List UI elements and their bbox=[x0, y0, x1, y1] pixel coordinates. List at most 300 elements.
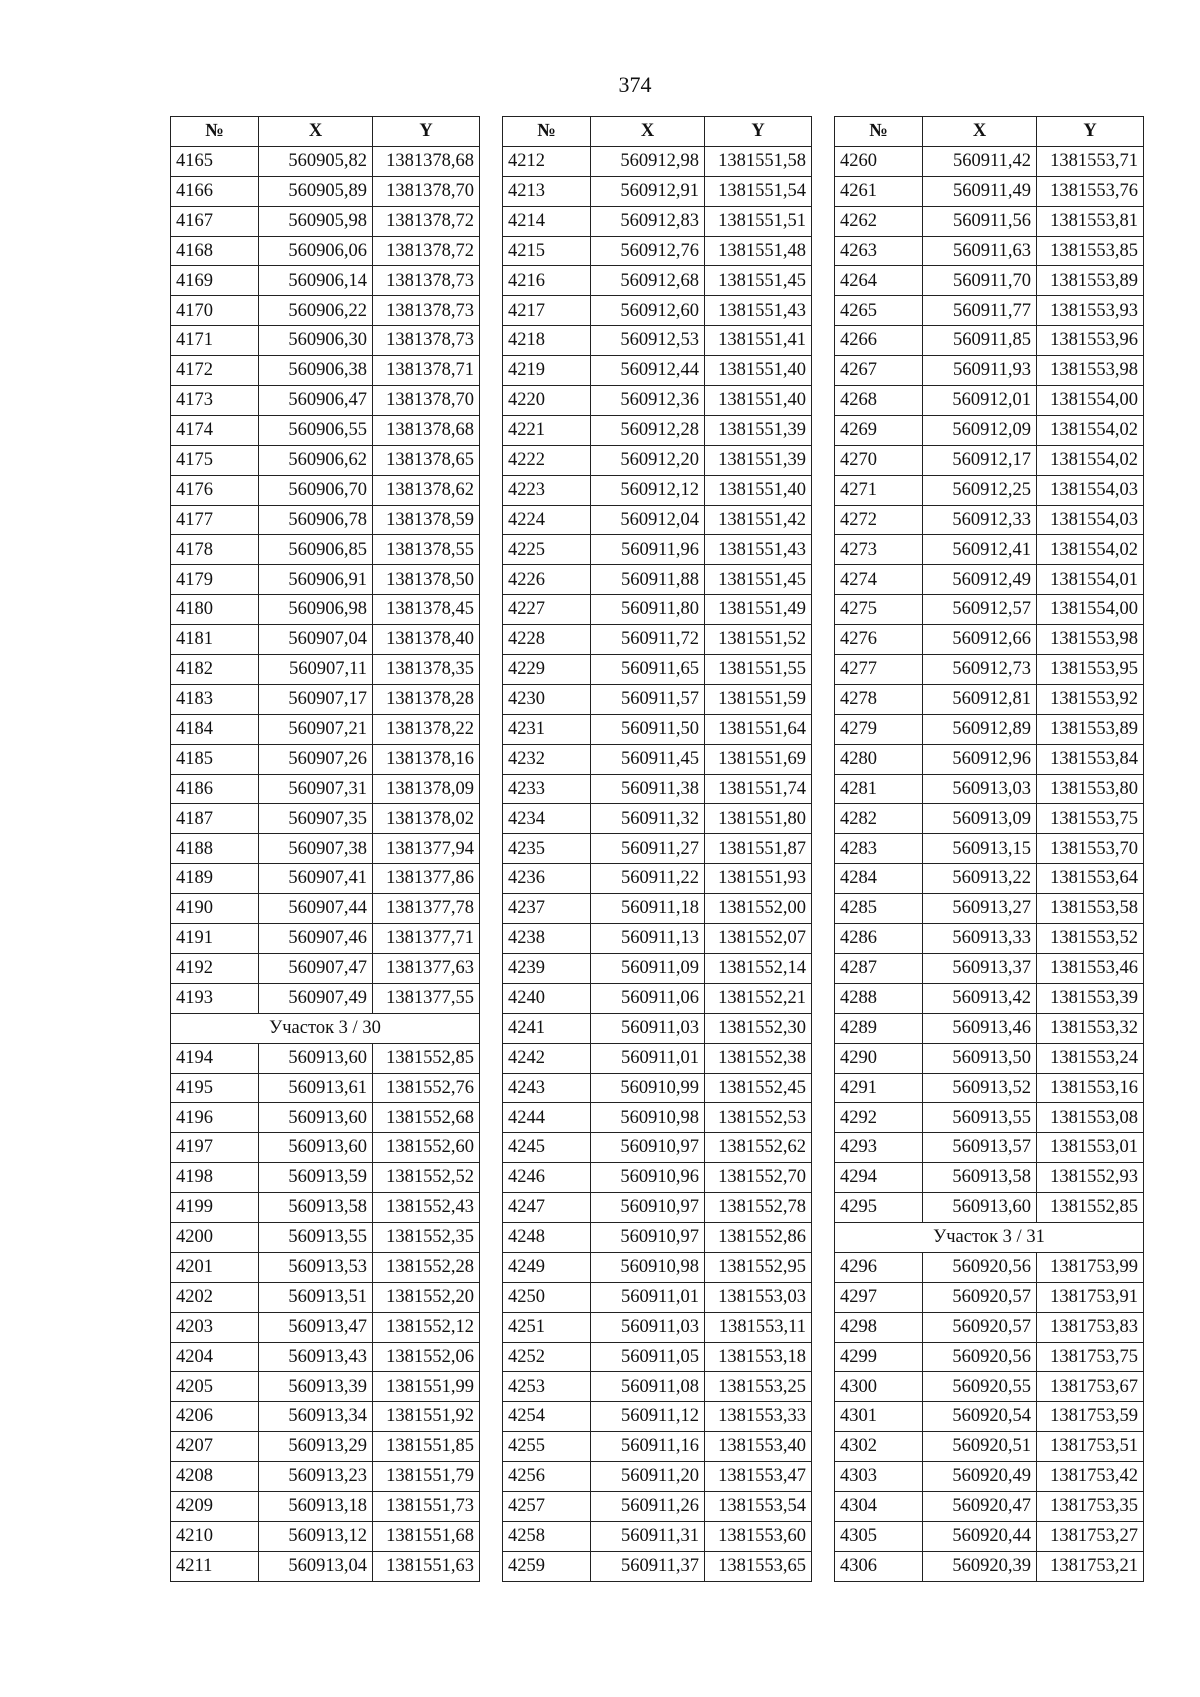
point-number-cell: 4264 bbox=[835, 266, 923, 296]
x-coordinate-cell: 560907,26 bbox=[259, 744, 373, 774]
y-coordinate-cell: 1381553,89 bbox=[1037, 266, 1144, 296]
y-coordinate-cell: 1381378,02 bbox=[373, 804, 480, 834]
x-coordinate-cell: 560911,03 bbox=[591, 1312, 705, 1342]
x-coordinate-cell: 560912,49 bbox=[923, 565, 1037, 595]
point-number-cell: 4194 bbox=[171, 1043, 259, 1073]
point-number-cell: 4278 bbox=[835, 684, 923, 714]
x-coordinate-cell: 560912,33 bbox=[923, 505, 1037, 535]
x-coordinate-cell: 560912,53 bbox=[591, 326, 705, 356]
column-header-x: X bbox=[259, 117, 373, 147]
point-number-cell: 4175 bbox=[171, 445, 259, 475]
table-row bbox=[835, 1043, 1144, 1073]
x-coordinate-cell: 560912,28 bbox=[591, 415, 705, 445]
y-coordinate-cell: 1381378,09 bbox=[373, 774, 480, 804]
table-row bbox=[503, 1073, 812, 1103]
y-coordinate-cell: 1381553,98 bbox=[1037, 625, 1144, 655]
x-coordinate-cell: 560913,51 bbox=[259, 1282, 373, 1312]
x-coordinate-cell: 560912,91 bbox=[591, 176, 705, 206]
x-coordinate-cell: 560912,44 bbox=[591, 356, 705, 386]
table-row bbox=[503, 1163, 812, 1193]
table-row bbox=[835, 1163, 1144, 1193]
y-coordinate-cell: 1381552,93 bbox=[1037, 1163, 1144, 1193]
x-coordinate-cell: 560911,16 bbox=[591, 1432, 705, 1462]
table-row bbox=[835, 505, 1144, 535]
x-coordinate-cell: 560912,83 bbox=[591, 206, 705, 236]
y-coordinate-cell: 1381753,51 bbox=[1037, 1432, 1144, 1462]
point-number-cell: 4197 bbox=[171, 1133, 259, 1163]
x-coordinate-cell: 560911,63 bbox=[923, 236, 1037, 266]
x-coordinate-cell: 560912,81 bbox=[923, 684, 1037, 714]
x-coordinate-cell: 560907,31 bbox=[259, 774, 373, 804]
x-coordinate-cell: 560910,97 bbox=[591, 1133, 705, 1163]
point-number-cell: 4250 bbox=[503, 1282, 591, 1312]
point-number-cell: 4273 bbox=[835, 535, 923, 565]
section-row bbox=[171, 1013, 480, 1043]
y-coordinate-cell: 1381551,93 bbox=[705, 864, 812, 894]
y-coordinate-cell: 1381552,78 bbox=[705, 1193, 812, 1223]
y-coordinate-cell: 1381551,99 bbox=[373, 1372, 480, 1402]
point-number-cell: 4186 bbox=[171, 774, 259, 804]
y-coordinate-cell: 1381554,00 bbox=[1037, 595, 1144, 625]
x-coordinate-cell: 560906,38 bbox=[259, 356, 373, 386]
point-number-cell: 4210 bbox=[171, 1521, 259, 1551]
x-coordinate-cell: 560913,22 bbox=[923, 864, 1037, 894]
y-coordinate-cell: 1381551,79 bbox=[373, 1462, 480, 1492]
y-coordinate-cell: 1381551,69 bbox=[705, 744, 812, 774]
x-coordinate-cell: 560910,98 bbox=[591, 1103, 705, 1133]
table-row bbox=[503, 266, 812, 296]
table-row bbox=[503, 894, 812, 924]
table-row bbox=[503, 1103, 812, 1133]
y-coordinate-cell: 1381551,49 bbox=[705, 595, 812, 625]
column-header-number: № bbox=[171, 117, 259, 147]
x-coordinate-cell: 560912,41 bbox=[923, 535, 1037, 565]
table-row bbox=[171, 415, 480, 445]
table-row bbox=[503, 1222, 812, 1252]
y-coordinate-cell: 1381552,62 bbox=[705, 1133, 812, 1163]
y-coordinate-cell: 1381553,24 bbox=[1037, 1043, 1144, 1073]
y-coordinate-cell: 1381551,54 bbox=[705, 176, 812, 206]
table-row bbox=[171, 1551, 480, 1581]
x-coordinate-cell: 560920,54 bbox=[923, 1402, 1037, 1432]
y-coordinate-cell: 1381553,33 bbox=[705, 1402, 812, 1432]
point-number-cell: 4178 bbox=[171, 535, 259, 565]
x-coordinate-cell: 560911,93 bbox=[923, 356, 1037, 386]
point-number-cell: 4262 bbox=[835, 206, 923, 236]
y-coordinate-cell: 1381551,39 bbox=[705, 445, 812, 475]
point-number-cell: 4201 bbox=[171, 1252, 259, 1282]
table-row bbox=[503, 1342, 812, 1372]
point-number-cell: 4254 bbox=[503, 1402, 591, 1432]
table-row bbox=[835, 1282, 1144, 1312]
x-coordinate-cell: 560913,58 bbox=[259, 1193, 373, 1223]
point-number-cell: 4301 bbox=[835, 1402, 923, 1432]
table-row bbox=[835, 1462, 1144, 1492]
x-coordinate-cell: 560913,33 bbox=[923, 924, 1037, 954]
table-row bbox=[503, 386, 812, 416]
table-row bbox=[835, 655, 1144, 685]
y-coordinate-cell: 1381378,45 bbox=[373, 595, 480, 625]
table-row bbox=[171, 1372, 480, 1402]
y-coordinate-cell: 1381378,70 bbox=[373, 386, 480, 416]
y-coordinate-cell: 1381553,54 bbox=[705, 1491, 812, 1521]
x-coordinate-cell: 560920,57 bbox=[923, 1282, 1037, 1312]
x-coordinate-cell: 560911,06 bbox=[591, 983, 705, 1013]
y-coordinate-cell: 1381552,86 bbox=[705, 1222, 812, 1252]
x-coordinate-cell: 560913,47 bbox=[259, 1312, 373, 1342]
coordinate-table-2 bbox=[502, 116, 812, 1582]
point-number-cell: 4188 bbox=[171, 834, 259, 864]
table-row bbox=[835, 176, 1144, 206]
y-coordinate-cell: 1381753,83 bbox=[1037, 1312, 1144, 1342]
point-number-cell: 4247 bbox=[503, 1193, 591, 1223]
x-coordinate-cell: 560911,12 bbox=[591, 1402, 705, 1432]
point-number-cell: 4211 bbox=[171, 1551, 259, 1581]
table-row bbox=[835, 1193, 1144, 1223]
table-row bbox=[171, 535, 480, 565]
y-coordinate-cell: 1381552,07 bbox=[705, 924, 812, 954]
point-number-cell: 4249 bbox=[503, 1252, 591, 1282]
y-coordinate-cell: 1381753,27 bbox=[1037, 1521, 1144, 1551]
x-coordinate-cell: 560907,44 bbox=[259, 894, 373, 924]
column-header-y: Y bbox=[705, 117, 812, 147]
point-number-cell: 4191 bbox=[171, 924, 259, 954]
table-row bbox=[503, 983, 812, 1013]
y-coordinate-cell: 1381554,02 bbox=[1037, 535, 1144, 565]
column-header-x: X bbox=[923, 117, 1037, 147]
x-coordinate-cell: 560913,57 bbox=[923, 1133, 1037, 1163]
table-row bbox=[503, 176, 812, 206]
point-number-cell: 4202 bbox=[171, 1282, 259, 1312]
x-coordinate-cell: 560912,04 bbox=[591, 505, 705, 535]
point-number-cell: 4229 bbox=[503, 655, 591, 685]
table-row bbox=[835, 1133, 1144, 1163]
point-number-cell: 4227 bbox=[503, 595, 591, 625]
point-number-cell: 4248 bbox=[503, 1222, 591, 1252]
y-coordinate-cell: 1381378,72 bbox=[373, 236, 480, 266]
y-coordinate-cell: 1381378,73 bbox=[373, 266, 480, 296]
y-coordinate-cell: 1381553,92 bbox=[1037, 684, 1144, 714]
table-row bbox=[171, 445, 480, 475]
table-row bbox=[835, 1342, 1144, 1372]
point-number-cell: 4298 bbox=[835, 1312, 923, 1342]
table-row bbox=[171, 684, 480, 714]
point-number-cell: 4172 bbox=[171, 356, 259, 386]
point-number-cell: 4235 bbox=[503, 834, 591, 864]
y-coordinate-cell: 1381377,94 bbox=[373, 834, 480, 864]
x-coordinate-cell: 560912,57 bbox=[923, 595, 1037, 625]
point-number-cell: 4263 bbox=[835, 236, 923, 266]
point-number-cell: 4184 bbox=[171, 714, 259, 744]
x-coordinate-cell: 560907,49 bbox=[259, 983, 373, 1013]
point-number-cell: 4302 bbox=[835, 1432, 923, 1462]
point-number-cell: 4304 bbox=[835, 1491, 923, 1521]
point-number-cell: 4239 bbox=[503, 953, 591, 983]
point-number-cell: 4282 bbox=[835, 804, 923, 834]
table-row bbox=[171, 1043, 480, 1073]
y-coordinate-cell: 1381753,75 bbox=[1037, 1342, 1144, 1372]
y-coordinate-cell: 1381553,75 bbox=[1037, 804, 1144, 834]
y-coordinate-cell: 1381551,55 bbox=[705, 655, 812, 685]
y-coordinate-cell: 1381553,46 bbox=[1037, 953, 1144, 983]
y-coordinate-cell: 1381378,55 bbox=[373, 535, 480, 565]
point-number-cell: 4198 bbox=[171, 1163, 259, 1193]
table-row bbox=[171, 625, 480, 655]
point-number-cell: 4242 bbox=[503, 1043, 591, 1073]
y-coordinate-cell: 1381378,73 bbox=[373, 296, 480, 326]
column-header-number: № bbox=[503, 117, 591, 147]
y-coordinate-cell: 1381551,85 bbox=[373, 1432, 480, 1462]
x-coordinate-cell: 560911,05 bbox=[591, 1342, 705, 1372]
point-number-cell: 4216 bbox=[503, 266, 591, 296]
table-row bbox=[835, 714, 1144, 744]
table-row bbox=[503, 1551, 812, 1581]
x-coordinate-cell: 560911,65 bbox=[591, 655, 705, 685]
x-coordinate-cell: 560911,20 bbox=[591, 1462, 705, 1492]
point-number-cell: 4182 bbox=[171, 655, 259, 685]
point-number-cell: 4232 bbox=[503, 744, 591, 774]
x-coordinate-cell: 560913,60 bbox=[259, 1103, 373, 1133]
table-row bbox=[171, 236, 480, 266]
x-coordinate-cell: 560913,03 bbox=[923, 774, 1037, 804]
table-row bbox=[171, 1402, 480, 1432]
y-coordinate-cell: 1381551,40 bbox=[705, 475, 812, 505]
table-row bbox=[503, 1013, 812, 1043]
coordinate-table-1 bbox=[170, 116, 480, 1582]
table-row bbox=[835, 1312, 1144, 1342]
x-coordinate-cell: 560906,70 bbox=[259, 475, 373, 505]
section-label: Участок 3 / 31 bbox=[835, 1222, 1144, 1252]
y-coordinate-cell: 1381553,60 bbox=[705, 1521, 812, 1551]
table-row bbox=[503, 1402, 812, 1432]
x-coordinate-cell: 560911,01 bbox=[591, 1282, 705, 1312]
y-coordinate-cell: 1381551,64 bbox=[705, 714, 812, 744]
table-row bbox=[503, 655, 812, 685]
point-number-cell: 4300 bbox=[835, 1372, 923, 1402]
point-number-cell: 4253 bbox=[503, 1372, 591, 1402]
table-row bbox=[171, 326, 480, 356]
y-coordinate-cell: 1381552,06 bbox=[373, 1342, 480, 1372]
table-row bbox=[171, 804, 480, 834]
column-header-y: Y bbox=[373, 117, 480, 147]
y-coordinate-cell: 1381553,95 bbox=[1037, 655, 1144, 685]
table-row bbox=[503, 1252, 812, 1282]
x-coordinate-cell: 560913,55 bbox=[923, 1103, 1037, 1133]
point-number-cell: 4174 bbox=[171, 415, 259, 445]
y-coordinate-cell: 1381378,50 bbox=[373, 565, 480, 595]
table-row bbox=[171, 1282, 480, 1312]
y-coordinate-cell: 1381551,40 bbox=[705, 386, 812, 416]
table-row bbox=[503, 1521, 812, 1551]
table-row bbox=[503, 415, 812, 445]
y-coordinate-cell: 1381553,40 bbox=[705, 1432, 812, 1462]
table-row bbox=[171, 176, 480, 206]
x-coordinate-cell: 560913,27 bbox=[923, 894, 1037, 924]
x-coordinate-cell: 560905,98 bbox=[259, 206, 373, 236]
table-row bbox=[171, 266, 480, 296]
point-number-cell: 4209 bbox=[171, 1491, 259, 1521]
y-coordinate-cell: 1381551,63 bbox=[373, 1551, 480, 1581]
point-number-cell: 4306 bbox=[835, 1551, 923, 1581]
y-coordinate-cell: 1381551,59 bbox=[705, 684, 812, 714]
y-coordinate-cell: 1381551,43 bbox=[705, 296, 812, 326]
x-coordinate-cell: 560906,14 bbox=[259, 266, 373, 296]
point-number-cell: 4246 bbox=[503, 1163, 591, 1193]
table-row bbox=[503, 356, 812, 386]
point-number-cell: 4290 bbox=[835, 1043, 923, 1073]
table-row bbox=[835, 774, 1144, 804]
y-coordinate-cell: 1381553,18 bbox=[705, 1342, 812, 1372]
x-coordinate-cell: 560911,38 bbox=[591, 774, 705, 804]
y-coordinate-cell: 1381553,96 bbox=[1037, 326, 1144, 356]
point-number-cell: 4179 bbox=[171, 565, 259, 595]
page-number: 374 bbox=[618, 72, 652, 97]
point-number-cell: 4173 bbox=[171, 386, 259, 416]
x-coordinate-cell: 560911,08 bbox=[591, 1372, 705, 1402]
y-coordinate-cell: 1381552,53 bbox=[705, 1103, 812, 1133]
point-number-cell: 4297 bbox=[835, 1282, 923, 1312]
table-row bbox=[171, 386, 480, 416]
table-row bbox=[503, 804, 812, 834]
y-coordinate-cell: 1381552,30 bbox=[705, 1013, 812, 1043]
y-coordinate-cell: 1381378,71 bbox=[373, 356, 480, 386]
table-row bbox=[835, 236, 1144, 266]
point-number-cell: 4268 bbox=[835, 386, 923, 416]
point-number-cell: 4169 bbox=[171, 266, 259, 296]
table-row bbox=[171, 1312, 480, 1342]
table-row bbox=[171, 924, 480, 954]
x-coordinate-cell: 560920,56 bbox=[923, 1342, 1037, 1372]
table-row bbox=[503, 684, 812, 714]
point-number-cell: 4292 bbox=[835, 1103, 923, 1133]
point-number-cell: 4215 bbox=[503, 236, 591, 266]
y-coordinate-cell: 1381553,89 bbox=[1037, 714, 1144, 744]
point-number-cell: 4203 bbox=[171, 1312, 259, 1342]
table-row bbox=[171, 1193, 480, 1223]
point-number-cell: 4287 bbox=[835, 953, 923, 983]
table-row bbox=[835, 1372, 1144, 1402]
table-row bbox=[835, 1252, 1144, 1282]
x-coordinate-cell: 560911,42 bbox=[923, 146, 1037, 176]
point-number-cell: 4277 bbox=[835, 655, 923, 685]
x-coordinate-cell: 560911,57 bbox=[591, 684, 705, 714]
y-coordinate-cell: 1381378,59 bbox=[373, 505, 480, 535]
y-coordinate-cell: 1381377,78 bbox=[373, 894, 480, 924]
table-row bbox=[171, 1222, 480, 1252]
x-coordinate-cell: 560905,82 bbox=[259, 146, 373, 176]
y-coordinate-cell: 1381553,47 bbox=[705, 1462, 812, 1492]
x-coordinate-cell: 560911,96 bbox=[591, 535, 705, 565]
y-coordinate-cell: 1381551,87 bbox=[705, 834, 812, 864]
y-coordinate-cell: 1381554,00 bbox=[1037, 386, 1144, 416]
x-coordinate-cell: 560920,51 bbox=[923, 1432, 1037, 1462]
point-number-cell: 4228 bbox=[503, 625, 591, 655]
x-coordinate-cell: 560907,47 bbox=[259, 953, 373, 983]
table-row bbox=[503, 714, 812, 744]
point-number-cell: 4280 bbox=[835, 744, 923, 774]
table-row bbox=[835, 206, 1144, 236]
point-number-cell: 4224 bbox=[503, 505, 591, 535]
y-coordinate-cell: 1381378,65 bbox=[373, 445, 480, 475]
y-coordinate-cell: 1381553,93 bbox=[1037, 296, 1144, 326]
x-coordinate-cell: 560913,29 bbox=[259, 1432, 373, 1462]
x-coordinate-cell: 560913,09 bbox=[923, 804, 1037, 834]
table-row bbox=[503, 774, 812, 804]
point-number-cell: 4265 bbox=[835, 296, 923, 326]
table-row bbox=[835, 1103, 1144, 1133]
x-coordinate-cell: 560906,98 bbox=[259, 595, 373, 625]
y-coordinate-cell: 1381378,72 bbox=[373, 206, 480, 236]
y-coordinate-cell: 1381552,68 bbox=[373, 1103, 480, 1133]
table-row bbox=[835, 565, 1144, 595]
x-coordinate-cell: 560910,97 bbox=[591, 1193, 705, 1223]
y-coordinate-cell: 1381554,02 bbox=[1037, 415, 1144, 445]
point-number-cell: 4204 bbox=[171, 1342, 259, 1372]
y-coordinate-cell: 1381553,71 bbox=[1037, 146, 1144, 176]
x-coordinate-cell: 560911,13 bbox=[591, 924, 705, 954]
table-row bbox=[503, 296, 812, 326]
y-coordinate-cell: 1381551,40 bbox=[705, 356, 812, 386]
y-coordinate-cell: 1381553,70 bbox=[1037, 834, 1144, 864]
table-row bbox=[171, 356, 480, 386]
y-coordinate-cell: 1381753,59 bbox=[1037, 1402, 1144, 1432]
point-number-cell: 4266 bbox=[835, 326, 923, 356]
x-coordinate-cell: 560911,49 bbox=[923, 176, 1037, 206]
x-coordinate-cell: 560913,23 bbox=[259, 1462, 373, 1492]
point-number-cell: 4252 bbox=[503, 1342, 591, 1372]
x-coordinate-cell: 560912,36 bbox=[591, 386, 705, 416]
table-row bbox=[835, 415, 1144, 445]
point-number-cell: 4237 bbox=[503, 894, 591, 924]
y-coordinate-cell: 1381553,98 bbox=[1037, 356, 1144, 386]
table-row bbox=[835, 266, 1144, 296]
table-row bbox=[171, 834, 480, 864]
x-coordinate-cell: 560906,30 bbox=[259, 326, 373, 356]
point-number-cell: 4269 bbox=[835, 415, 923, 445]
x-coordinate-cell: 560906,85 bbox=[259, 535, 373, 565]
x-coordinate-cell: 560907,21 bbox=[259, 714, 373, 744]
table-row bbox=[503, 1282, 812, 1312]
y-coordinate-cell: 1381753,67 bbox=[1037, 1372, 1144, 1402]
point-number-cell: 4214 bbox=[503, 206, 591, 236]
x-coordinate-cell: 560911,77 bbox=[923, 296, 1037, 326]
table-row bbox=[171, 595, 480, 625]
x-coordinate-cell: 560911,26 bbox=[591, 1491, 705, 1521]
table-row bbox=[503, 475, 812, 505]
y-coordinate-cell: 1381554,01 bbox=[1037, 565, 1144, 595]
table-row bbox=[835, 804, 1144, 834]
y-coordinate-cell: 1381753,91 bbox=[1037, 1282, 1144, 1312]
y-coordinate-cell: 1381553,11 bbox=[705, 1312, 812, 1342]
point-number-cell: 4218 bbox=[503, 326, 591, 356]
point-number-cell: 4192 bbox=[171, 953, 259, 983]
table-row bbox=[171, 475, 480, 505]
point-number-cell: 4230 bbox=[503, 684, 591, 714]
table-row bbox=[503, 1312, 812, 1342]
x-coordinate-cell: 560911,56 bbox=[923, 206, 1037, 236]
table-row bbox=[503, 505, 812, 535]
point-number-cell: 4259 bbox=[503, 1551, 591, 1581]
table-row bbox=[171, 1521, 480, 1551]
table-row bbox=[835, 1521, 1144, 1551]
x-coordinate-cell: 560920,49 bbox=[923, 1462, 1037, 1492]
point-number-cell: 4303 bbox=[835, 1462, 923, 1492]
y-coordinate-cell: 1381551,58 bbox=[705, 146, 812, 176]
table-row bbox=[171, 655, 480, 685]
x-coordinate-cell: 560910,98 bbox=[591, 1252, 705, 1282]
table-row bbox=[171, 1163, 480, 1193]
point-number-cell: 4190 bbox=[171, 894, 259, 924]
